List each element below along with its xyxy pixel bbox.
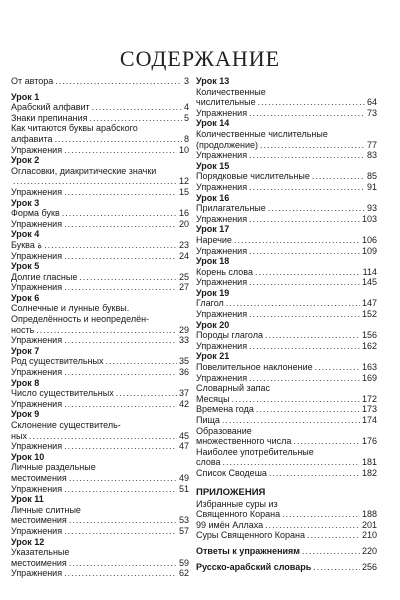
lesson-heading: Урок 8 <box>11 377 40 388</box>
page-number: 29 <box>178 324 189 335</box>
toc-entry <box>11 176 189 187</box>
page-number: 4 <box>183 102 189 113</box>
dot-leader <box>64 219 177 230</box>
entry-title: Упражнения <box>11 568 63 579</box>
page-number: 5 <box>183 112 189 123</box>
dot-leader <box>249 150 365 161</box>
dot-leader <box>64 568 177 579</box>
toc-entry <box>11 356 189 367</box>
toc-entry <box>11 335 189 346</box>
page-number: 77 <box>366 139 377 150</box>
entry-title: ность <box>11 324 35 335</box>
toc-entry <box>11 282 189 293</box>
page-number: 83 <box>366 150 377 161</box>
lesson-heading: Урок 4 <box>11 229 40 240</box>
entry-title: Упражнения <box>11 525 63 536</box>
toc-entry-line: Количественные <box>196 86 266 97</box>
entry-title: Упражнения <box>11 282 63 293</box>
page-number: 91 <box>366 181 377 192</box>
lesson-heading: Урок 7 <box>11 345 40 356</box>
toc-entry <box>196 362 377 373</box>
entry-title: числительные <box>196 97 256 108</box>
page-number: 169 <box>361 372 377 383</box>
toc-spacer <box>196 479 377 484</box>
toc-entry <box>11 367 189 378</box>
dot-leader <box>44 240 177 251</box>
page-number: 47 <box>178 441 189 452</box>
dot-leader <box>269 468 360 479</box>
entry-title: Упражнения <box>196 213 248 224</box>
entry-title: Число существительных <box>11 388 114 399</box>
dot-leader <box>69 473 177 484</box>
lesson-heading: Урок 6 <box>11 292 40 303</box>
page-number: 176 <box>361 436 377 447</box>
entry-title: Упражнения <box>196 372 248 383</box>
page-number: 25 <box>178 271 189 282</box>
toc-entry <box>11 473 189 484</box>
dot-leader <box>116 388 177 399</box>
page-number: 210 <box>361 530 377 541</box>
toc-entry-line: Личные раздельные <box>11 462 96 473</box>
toc-entry <box>196 341 377 352</box>
toc-entry <box>11 219 189 230</box>
entry-title: 99 имён Аллаха <box>196 519 264 530</box>
dot-leader <box>249 341 360 352</box>
page-number: 62 <box>178 568 189 579</box>
page-number: 10 <box>178 144 189 155</box>
page-number: 163 <box>361 362 377 373</box>
dot-leader <box>69 515 177 526</box>
toc-entry <box>196 203 377 214</box>
page-number: 181 <box>361 457 377 468</box>
toc-entry <box>196 520 377 531</box>
dot-leader <box>29 431 177 442</box>
toc-entry <box>11 76 189 87</box>
toc-entry <box>11 515 189 526</box>
entry-title: местоимения <box>11 472 67 483</box>
toc-entry <box>11 388 189 399</box>
toc-entry-line: Словарный запас <box>196 383 271 394</box>
page-number: 256 <box>361 561 377 572</box>
page-title: СОДЕРЖАНИЕ <box>119 46 281 71</box>
toc-entry <box>11 187 189 198</box>
toc-entry <box>11 240 189 251</box>
toc-entry <box>11 325 189 336</box>
toc-entry <box>11 526 189 537</box>
entry-title: Знаки препинания <box>11 112 88 123</box>
entry-title: Пища <box>196 415 220 425</box>
toc-entry <box>11 208 189 219</box>
toc-entry <box>11 484 189 495</box>
dot-leader <box>260 140 365 151</box>
entry-title: Месяцы <box>196 393 230 404</box>
toc-entry <box>196 436 377 447</box>
page-number: 147 <box>361 298 377 309</box>
entry-title: Упражнения <box>196 107 248 118</box>
entry-title: Упражнения <box>11 335 63 346</box>
entry-title: Упражнения <box>11 398 63 409</box>
page-number: 36 <box>178 367 189 378</box>
dot-leader <box>64 367 177 378</box>
toc-entry <box>11 399 189 410</box>
lesson-heading: Урок 15 <box>196 160 230 171</box>
entry-title: Суры Священного Корана <box>196 530 306 541</box>
toc-entry-line: Склонение существитель- <box>11 420 121 430</box>
page-number: 64 <box>366 97 377 108</box>
entry-title: Ответы к упражнениям <box>196 545 300 556</box>
dot-leader <box>249 373 360 384</box>
entry-title: алфавита <box>11 133 53 144</box>
dot-leader <box>268 203 365 214</box>
toc-entry <box>196 267 377 278</box>
page-number: 182 <box>361 467 377 478</box>
entry-title: множественного числа <box>196 436 292 447</box>
dot-leader <box>64 484 177 495</box>
page-number: 201 <box>361 519 377 530</box>
page-number: 85 <box>366 171 377 182</box>
toc-entry <box>11 558 189 569</box>
dot-leader <box>64 399 177 410</box>
entry-title: Упражнения <box>196 277 248 288</box>
dot-leader <box>62 208 177 219</box>
entry-title: Корень слова <box>196 266 253 277</box>
page-number: 35 <box>178 356 189 367</box>
dot-leader <box>255 267 361 278</box>
toc-entry <box>196 457 377 468</box>
toc-entry-line: Личные слитные <box>11 504 81 515</box>
page-number: 27 <box>178 282 189 293</box>
page-number: 59 <box>178 557 189 568</box>
lesson-heading: Урок 1 <box>11 91 40 102</box>
section-heading: ПРИЛОЖЕНИЯ <box>196 486 266 498</box>
page-number: 156 <box>361 330 377 341</box>
toc-entry <box>196 330 377 341</box>
toc-entry <box>196 97 377 108</box>
toc-entry <box>196 509 377 520</box>
entry-title: Упражнения <box>11 218 63 229</box>
lesson-heading: Урок 14 <box>196 118 230 129</box>
toc-entry-line: Образование <box>196 425 252 436</box>
toc-entry <box>11 431 189 442</box>
dot-leader <box>293 436 360 447</box>
dot-leader <box>64 441 177 452</box>
page-number: 53 <box>178 515 189 526</box>
toc-entry-line: Наиболее употребительные <box>196 446 314 457</box>
dot-leader <box>256 404 360 415</box>
dot-leader <box>92 102 182 113</box>
dot-leader <box>249 214 360 225</box>
dot-leader <box>36 325 177 336</box>
lesson-heading: Урок 5 <box>11 261 40 272</box>
page-number: 152 <box>361 309 377 320</box>
dot-leader <box>13 176 177 187</box>
entry-title: (продолжение) <box>196 139 259 150</box>
entry-title: Упражнения <box>196 309 248 320</box>
dot-leader <box>282 509 360 520</box>
entry-title: местоимения <box>11 515 67 526</box>
dot-leader <box>64 335 177 346</box>
toc-entry-line: Определённость и неопределён- <box>11 314 150 325</box>
toc-entry <box>196 140 377 151</box>
entry-title: Упражнения <box>196 245 248 256</box>
lesson-heading: Урок 9 <box>11 409 40 420</box>
toc-column-left <box>11 76 189 579</box>
lesson-heading: Урок 11 <box>11 494 44 505</box>
page-number: 16 <box>178 208 189 219</box>
dot-leader <box>223 457 360 468</box>
toc-entry <box>11 251 189 262</box>
toc-entry <box>196 373 377 384</box>
dot-leader <box>90 113 182 124</box>
entry-title: Упражнения <box>11 367 63 378</box>
page-number: 172 <box>361 393 377 404</box>
dot-leader <box>249 277 360 288</box>
entry-title: Список Сводеша <box>196 467 267 478</box>
toc-entry <box>196 235 377 246</box>
page-number: 188 <box>361 509 377 520</box>
toc-entry <box>196 108 377 119</box>
dot-leader <box>64 282 177 293</box>
page-number: 174 <box>361 415 377 425</box>
dot-leader <box>79 272 177 283</box>
page-number: 37 <box>178 388 189 399</box>
entry-title: Род существительных <box>11 356 104 367</box>
toc-entry <box>196 171 377 182</box>
entry-title: Священного Корана <box>196 509 281 520</box>
entry-title: Арабский алфавит <box>11 102 90 113</box>
lesson-heading: Урок 19 <box>196 287 230 298</box>
toc-entry <box>196 150 377 161</box>
entry-title: Времена года <box>196 404 254 415</box>
page-number: 162 <box>361 340 377 351</box>
page-number: 220 <box>361 545 377 556</box>
dot-leader <box>64 526 177 537</box>
toc-column-right <box>196 76 377 572</box>
dot-leader <box>226 298 360 309</box>
dot-leader <box>232 394 360 405</box>
entry-title: Глагол <box>196 298 224 309</box>
entry-title: местоимения <box>11 557 67 568</box>
page-number: 42 <box>178 398 189 409</box>
dot-leader <box>64 145 177 156</box>
dot-leader <box>64 251 177 262</box>
entry-title: Упражнения <box>11 483 63 494</box>
dot-leader <box>64 187 177 198</box>
page-number: 145 <box>361 277 377 288</box>
toc-entry <box>11 272 189 283</box>
lesson-heading: Урок 3 <box>11 197 40 208</box>
toc-entry <box>196 277 377 288</box>
page-number: 49 <box>178 472 189 483</box>
page-number: 173 <box>361 404 377 415</box>
entry-title: От автора <box>11 76 54 86</box>
entry-title: ных <box>11 430 27 441</box>
entry-title: Наречие <box>196 234 232 245</box>
toc-entry <box>196 546 377 557</box>
page-number: 106 <box>361 234 377 245</box>
lesson-heading: Урок 13 <box>196 76 230 86</box>
toc-entry-line: Указательные <box>11 547 70 558</box>
page-number: 8 <box>183 133 189 144</box>
dot-leader <box>249 246 360 257</box>
entry-title: слова <box>196 457 221 468</box>
page-number: 12 <box>178 176 189 187</box>
toc-entry <box>11 102 189 113</box>
toc-entry-line: Избранные суры из <box>196 498 278 509</box>
entry-title: Повелительное наклонение <box>196 362 313 373</box>
lesson-heading: Урок 18 <box>196 256 230 267</box>
page-number: 23 <box>178 239 189 250</box>
lesson-heading: Урок 12 <box>11 536 45 547</box>
toc-entry <box>11 441 189 452</box>
toc-entry <box>11 113 189 124</box>
dot-leader <box>249 309 360 320</box>
toc-entry <box>196 415 377 426</box>
toc-entry-line: Количественные числительные <box>196 128 328 139</box>
entry-title: Русско-арабский словарь <box>196 561 312 572</box>
dot-leader <box>313 562 360 573</box>
entry-title: Упражнения <box>11 186 63 197</box>
entry-title: Упражнения <box>196 340 248 351</box>
lesson-heading: Урок 16 <box>196 192 230 203</box>
page-number: 109 <box>361 245 377 256</box>
dot-leader <box>302 546 360 557</box>
toc-entry <box>196 246 377 257</box>
page-number: 93 <box>366 203 377 214</box>
toc-entry-line: Огласовки, диакритические значки <box>11 165 157 176</box>
page-number: 114 <box>362 266 377 277</box>
lesson-heading: Урок 2 <box>11 155 40 166</box>
entry-title: Форма букв <box>11 208 60 219</box>
entry-title: Породы глагола <box>196 330 263 341</box>
dot-leader <box>234 235 360 246</box>
entry-title: Порядковые числительные <box>196 171 310 182</box>
dot-leader <box>55 134 182 145</box>
dot-leader <box>258 97 365 108</box>
lesson-heading: Урок 17 <box>196 224 230 235</box>
toc-entry-line: Солнечные и лунные буквы. <box>11 303 130 314</box>
dot-leader <box>307 530 360 541</box>
dot-leader <box>55 76 182 87</box>
page-number: 103 <box>361 213 377 224</box>
toc-entry-line: Как читаются буквы арабского <box>11 123 138 134</box>
page-number: 51 <box>178 483 189 494</box>
entry-title: Упражнения <box>196 181 248 192</box>
dot-leader <box>249 108 365 119</box>
dot-leader <box>312 171 365 182</box>
page-number: 3 <box>183 76 189 86</box>
page-number: 45 <box>178 430 189 441</box>
dot-leader <box>106 356 177 367</box>
dot-leader <box>265 520 360 531</box>
toc-entry <box>196 530 377 541</box>
entry-title: Упражнения <box>11 441 63 452</box>
toc-entry <box>11 568 189 579</box>
toc-entry <box>196 182 377 193</box>
lesson-heading: Урок 10 <box>11 451 45 462</box>
entry-title: Упражнения <box>11 144 63 155</box>
dot-leader <box>222 415 360 426</box>
toc-entry <box>196 309 377 320</box>
dot-leader <box>265 330 360 341</box>
page-number: 73 <box>366 107 377 118</box>
toc-entry <box>196 404 377 415</box>
entry-title: Долгие гласные <box>11 271 78 282</box>
toc-entry <box>11 134 189 145</box>
entry-title: Упражнения <box>11 250 63 261</box>
entry-title: Упражнения <box>196 150 248 161</box>
page-number: 57 <box>178 525 189 536</box>
toc-entry <box>196 394 377 405</box>
lesson-heading: Урок 21 <box>196 351 230 362</box>
page-number: 33 <box>178 335 189 346</box>
page-number: 15 <box>178 186 189 197</box>
toc-entry <box>196 298 377 309</box>
page-number: 24 <box>178 250 189 261</box>
toc-entry <box>196 214 377 225</box>
toc-entry <box>196 468 377 479</box>
entry-title: Прилагательные <box>196 203 266 214</box>
toc-entry <box>196 562 377 573</box>
dot-leader <box>69 558 177 569</box>
toc-entry <box>11 145 189 156</box>
dot-leader <box>315 362 360 373</box>
entry-title: Буква ة <box>11 239 43 250</box>
dot-leader <box>249 182 365 193</box>
page-number: 20 <box>178 218 189 229</box>
lesson-heading: Урок 20 <box>196 319 230 330</box>
